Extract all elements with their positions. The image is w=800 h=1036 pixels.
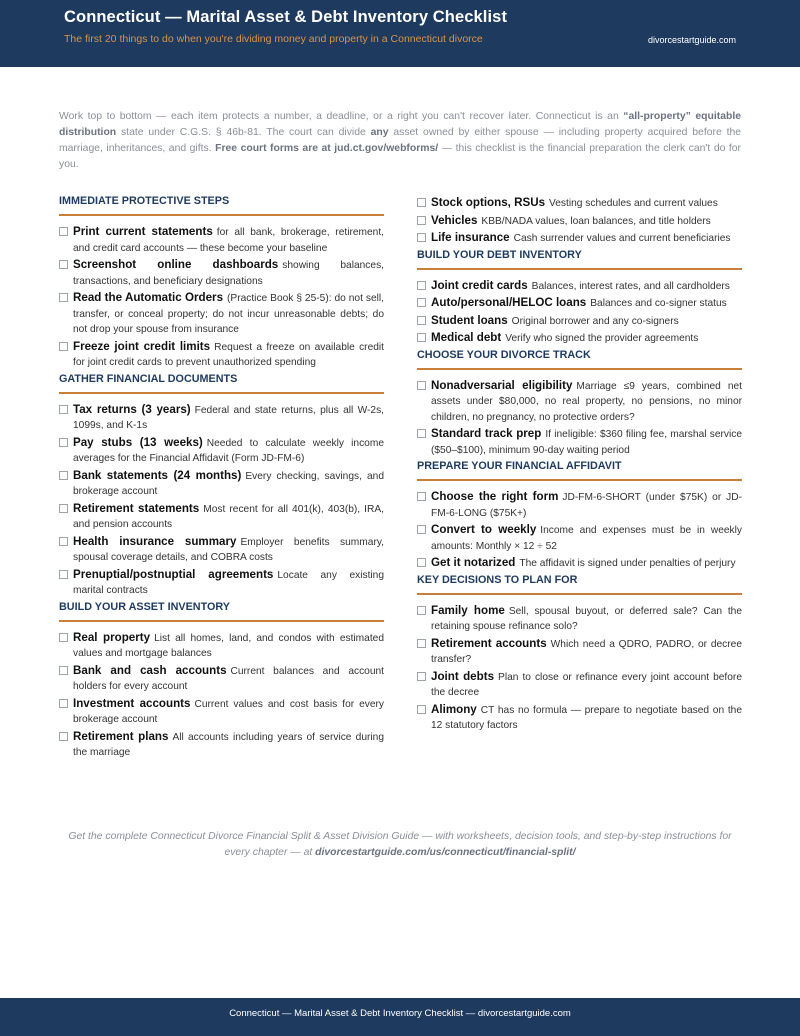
checklist-section [417, 249, 742, 347]
checklist-item [59, 567, 384, 599]
checkbox[interactable] [59, 471, 68, 480]
checkbox[interactable] [417, 429, 426, 438]
checklist-item [417, 230, 742, 247]
header-site-link[interactable]: divorcestartguide.com [647, 35, 736, 45]
item-description: Vesting schedules and current values [549, 198, 718, 209]
left-column [59, 195, 384, 763]
item-title: Nonadversarial eligibility [431, 378, 573, 392]
checklist-item [417, 313, 742, 330]
item-description: Every checking, savings, and brokerage account [73, 470, 384, 497]
checkbox[interactable] [417, 316, 426, 325]
item-description: Most recent for all 401(k), 403(b), IRA, and pension accounts [73, 503, 384, 530]
item-description: Which need a QDRO, PADRO, or decree transfer? [431, 638, 742, 665]
item-description: Current values and cost basis for every brokerage account [73, 698, 385, 725]
item-description: for all bank, brokerage, retirement, and credit card accounts — these become your baseline [73, 227, 384, 254]
checkbox[interactable] [59, 260, 68, 269]
item-description: (Practice Book § 25-5): do not sell, transfer, or conceal property; do not incur unreasonable debts; do not drop your spouse from insurance [73, 293, 384, 335]
item-title: Read the Automatic Orders [73, 291, 224, 304]
checklist-section [59, 601, 384, 761]
checklist-item [417, 195, 742, 212]
item-title: Vehicles [431, 213, 478, 227]
checklist-section [417, 460, 742, 572]
item-description: Current balances and account holders for every account [73, 665, 384, 692]
item-description: All accounts including years of service during the marriage [73, 731, 384, 758]
item-description: Balances, interest rates, and all cardholders [531, 280, 730, 292]
item-title: Freeze joint credit limits [73, 339, 211, 353]
checkbox[interactable] [417, 198, 426, 207]
section-heading: BUILD YOUR DEBT INVENTORY [417, 249, 742, 270]
checklist-section [59, 373, 384, 599]
item-title: Retirement plans [73, 729, 169, 743]
checkbox[interactable] [417, 606, 426, 615]
intro-text-3: asset owned by either spouse — including property acquired before the marriage, inheritances, and gifts. [59, 127, 742, 154]
item-title: Alimony [431, 702, 477, 716]
checklist-item [59, 534, 384, 566]
section-heading: BUILD YOUR ASSET INVENTORY [59, 601, 384, 622]
page-title: Connecticut — Marital Asset & Debt Inventory Checklist [64, 8, 508, 26]
checklist-item [59, 501, 384, 533]
checkbox[interactable] [417, 233, 426, 242]
intro-bold-2: any [370, 127, 389, 138]
checklist-item [59, 402, 384, 434]
checkbox[interactable] [417, 492, 426, 501]
checkbox[interactable] [59, 699, 68, 708]
item-title: Family home [431, 603, 505, 617]
item-title: Standard track prep [431, 427, 542, 440]
section-heading: CHOOSE YOUR DIVORCE TRACK [417, 349, 742, 370]
item-description: The affidavit is signed under penalties of perjury [519, 558, 736, 569]
item-description: Request a freeze on available credit for joint credit cards to prevent unauthorized spending [73, 341, 384, 368]
checkbox[interactable] [417, 281, 426, 290]
item-title: Print current statements [73, 225, 213, 238]
checklist-item [417, 378, 742, 426]
checkbox[interactable] [417, 216, 426, 225]
checklist-item [417, 489, 742, 521]
checklist-section [59, 195, 384, 371]
item-title: Investment accounts [73, 696, 191, 710]
item-description: Verify who signed the provider agreements [505, 333, 699, 344]
checkbox[interactable] [417, 525, 426, 534]
intro-text-2: state under C.G.S. § 46b-81. The court can divide [116, 127, 371, 138]
checklist-item [417, 295, 742, 312]
item-description: Sell, spousal buyout, or deferred sale? Can the retaining spouse refinance solo? [431, 605, 742, 632]
intro-forms-link[interactable]: Free court forms are at jud.ct.gov/webforms/ [215, 143, 439, 154]
item-title: Choose the right form [431, 490, 559, 503]
item-description: Locate any existing marital contracts [73, 569, 385, 596]
footer-text: Connecticut — Marital Asset & Debt Inventory Checklist — divorcestartguide.com [229, 1008, 571, 1019]
checklist-item [59, 339, 384, 371]
item-description: CT has no formula — prepare to negotiate based on the 12 statutory factors [431, 704, 742, 731]
checklist-item [59, 468, 384, 500]
item-description: Marriage ≤9 years, combined net assets under $80,000, no real property, no pensions, no minor children, no pregnancy, no protective orders? [431, 380, 742, 423]
checklist-item [417, 330, 742, 347]
checklist-item [417, 213, 742, 230]
section-heading: KEY DECISIONS TO PLAN FOR [417, 574, 742, 595]
item-description: Federal and state returns, plus all W-2s, 1099s, and K-1s [73, 404, 384, 431]
item-description: List all homes, land, and condos with estimated values and mortgage balances [73, 632, 384, 659]
checkbox[interactable] [59, 537, 68, 546]
checkbox[interactable] [417, 639, 426, 648]
guide-promo-text: Get the complete Connecticut Divorce Financial Split & Asset Division Guide — with worksheets, decision tools, and step-by-step instructions for every chapter — at [68, 831, 732, 858]
guide-promo [59, 829, 741, 861]
item-description: Original borrower and any co-signers [511, 315, 679, 327]
intro-paragraph [59, 109, 741, 173]
checkbox[interactable] [59, 570, 68, 579]
intro-text-4: — this checklist is the financial preparation the clerk can't do for you. [59, 143, 742, 170]
checklist-section [417, 349, 742, 459]
checklist-item [417, 426, 742, 458]
section-heading: GATHER FINANCIAL DOCUMENTS [59, 373, 384, 394]
item-description: Balances and co-signer status [590, 298, 727, 309]
page-header [0, 0, 800, 67]
checkbox[interactable] [417, 672, 426, 681]
guide-link[interactable]: divorcestartguide.com/us/connecticut/financial-split/ [315, 847, 576, 858]
checklist-item [59, 257, 384, 289]
checklist-item [59, 224, 384, 256]
checkbox[interactable] [417, 558, 426, 567]
checklist-section [417, 574, 742, 734]
item-description: Cash surrender values and current beneficiaries [513, 233, 731, 244]
item-title: Tax returns (3 years) [73, 402, 191, 416]
checkbox[interactable] [417, 705, 426, 714]
item-description: KBB/NADA values, loan balances, and title holders [481, 215, 711, 227]
item-title: Bank statements (24 months) [73, 468, 242, 482]
checklist-item [417, 669, 742, 701]
checkbox[interactable] [59, 293, 68, 302]
item-title: Get it notarized [431, 556, 516, 569]
page-footer [0, 998, 800, 1036]
checkbox[interactable] [59, 666, 68, 675]
item-description: Plan to close or refinance every joint account before the decree [431, 671, 742, 698]
page-subtitle: The first 20 things to do when you're dividing money and property in a Connecticut divorce [64, 33, 483, 45]
item-description: Employer benefits summary, spousal coverage details, and COBRA costs [73, 536, 384, 563]
intro-text-1: Work top to bottom — each item protects a number, a deadline, or a right you can't recover later. Connecticut is an [59, 111, 624, 122]
item-title: Stock options, RSUs [431, 196, 546, 209]
checkbox[interactable] [59, 405, 68, 414]
item-title: Screenshot online dashboards [73, 258, 279, 271]
checklist-item [417, 278, 742, 295]
checkbox[interactable] [59, 342, 68, 351]
item-description: If ineligible: $360 filing fee, marshal service ($50–$100), minimum 90-day waiting period [431, 429, 742, 456]
item-title: Medical debt [431, 331, 502, 344]
item-title: Retirement statements [73, 501, 200, 515]
checkbox[interactable] [417, 333, 426, 342]
checklist-item [417, 555, 742, 572]
item-title: Real property [73, 630, 151, 644]
checkbox[interactable] [417, 381, 426, 390]
section-heading: PREPARE YOUR FINANCIAL AFFIDAVIT [417, 460, 742, 481]
checkbox[interactable] [59, 732, 68, 741]
checkbox[interactable] [59, 504, 68, 513]
item-title: Auto/personal/HELOC loans [431, 296, 587, 309]
item-title: Convert to weekly [431, 523, 537, 536]
item-title: Student loans [431, 313, 508, 327]
checklist-item [59, 663, 384, 695]
item-title: Joint credit cards [431, 278, 528, 292]
section-heading: IMMEDIATE PROTECTIVE STEPS [59, 195, 384, 216]
checklist-item [59, 729, 384, 761]
item-title: Joint debts [431, 669, 495, 683]
checklist-item [417, 603, 742, 635]
intro-bold-1: “all-property” equitable distribution [59, 111, 741, 138]
checklist-item [417, 636, 742, 668]
checklist-item [59, 696, 384, 728]
checklist-item [59, 435, 384, 467]
checklist-item [59, 630, 384, 662]
item-description: JD-FM-6-SHORT (under $75K) or JD-FM-6-LONG ($75K+) [431, 492, 742, 519]
item-description: Income and expenses must be in weekly amounts: Monthly × 12 ÷ 52 [431, 525, 742, 552]
item-description: Needed to calculate weekly income averages for the Financial Affidavit (Form JD-FM-6) [73, 437, 384, 464]
item-title: Health insurance summary [73, 534, 237, 548]
item-title: Bank and cash accounts [73, 663, 227, 677]
item-title: Pay stubs (13 weeks) [73, 435, 203, 449]
item-title: Retirement accounts [431, 636, 547, 650]
checklist-item [417, 522, 742, 554]
checklist-section [417, 195, 742, 247]
item-description: showing balances, transactions, and beneficiary designations [73, 260, 384, 287]
item-title: Life insurance [431, 231, 510, 244]
checkbox[interactable] [59, 438, 68, 447]
checkbox[interactable] [59, 633, 68, 642]
checkbox[interactable] [417, 298, 426, 307]
right-column [417, 195, 742, 736]
checklist-item [417, 702, 742, 734]
checklist-item [59, 290, 384, 338]
checkbox[interactable] [59, 227, 68, 236]
item-title: Prenuptial/postnuptial agreements [73, 567, 274, 581]
